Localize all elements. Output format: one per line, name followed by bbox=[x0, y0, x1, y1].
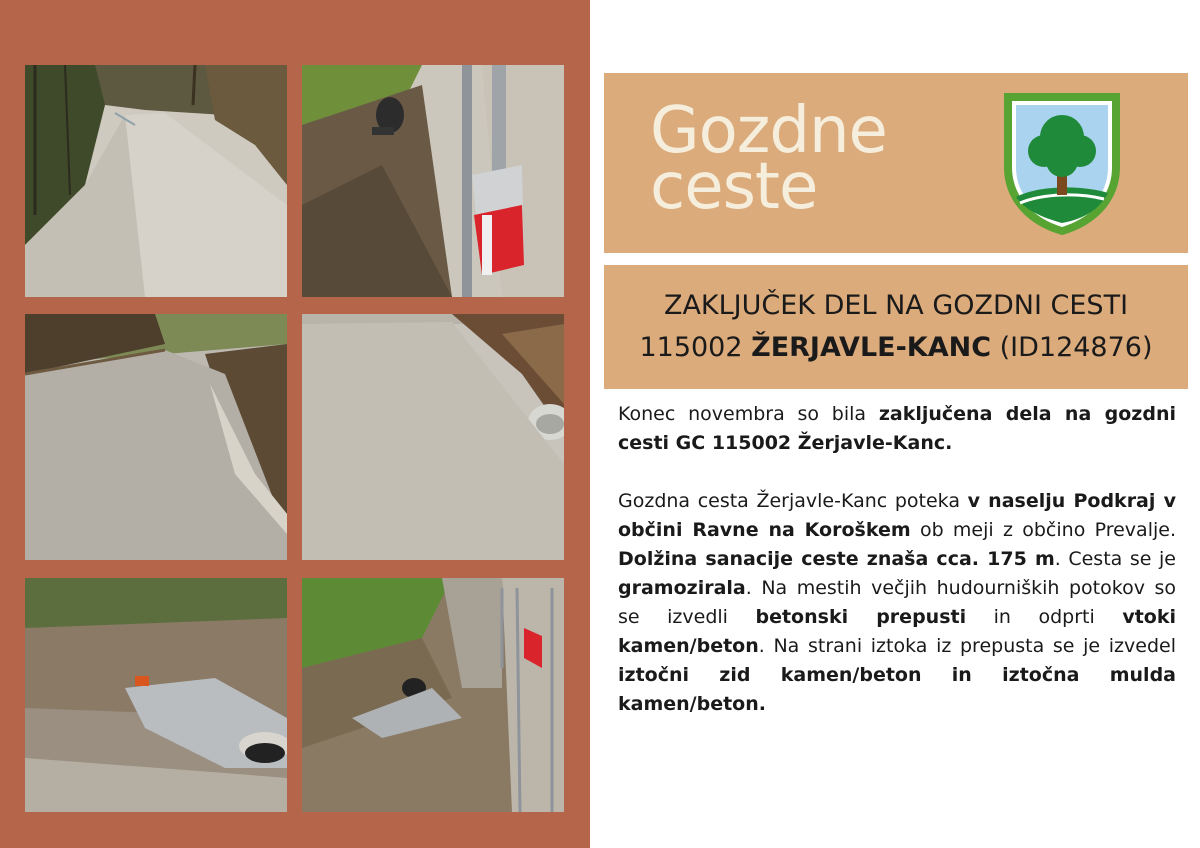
paragraph-details bbox=[618, 487, 1176, 719]
paragraph-intro bbox=[618, 400, 1176, 458]
details-bold-2: Dolžina sanacije ceste znaša cca. 175 m bbox=[618, 548, 1055, 570]
details-bold-6: iztočni zid kamen/beton in iztočna mulda kamen/beton. bbox=[618, 664, 1176, 715]
paragraph-intro-text: Konec novembra so bila bbox=[618, 403, 879, 425]
photo-gravel-road-forest bbox=[25, 65, 287, 297]
photo-guard-rail bbox=[302, 65, 564, 297]
heading-line-1: ZAKLJUČEK DEL NA GOZDNI CESTI bbox=[663, 290, 1129, 321]
title-line-2: ceste bbox=[650, 150, 818, 224]
details-text-3: . Cesta se je bbox=[1054, 548, 1176, 570]
title-line-1: Gozdne bbox=[650, 94, 887, 168]
heading-box bbox=[604, 265, 1188, 389]
paragraph-intro-bold: zaključena dela na gozdni cesti GC 115002 Žerjavle-Kanc. bbox=[618, 403, 1176, 454]
title-box bbox=[604, 73, 1188, 253]
details-bold-4: betonski prepusti bbox=[755, 606, 967, 628]
heading-road-name: ŽERJAVLE-KANC bbox=[751, 332, 992, 363]
details-bold-5: vtoki kamen/beton bbox=[618, 606, 1176, 657]
details-text-1: Gozdna cesta Žerjavle-Kanc poteka bbox=[618, 490, 968, 512]
photo-road-culvert bbox=[302, 314, 564, 560]
heading-road-number: 115002 bbox=[639, 332, 752, 363]
tree-shield-icon bbox=[1000, 89, 1124, 239]
photo-stone-wall-fence bbox=[302, 578, 564, 812]
page-title bbox=[650, 94, 887, 224]
photo-concrete-inlet bbox=[25, 578, 287, 812]
details-text-2: ob meji z občino Prevalje. bbox=[910, 519, 1176, 541]
details-bold-3: gramozirala bbox=[618, 577, 746, 599]
left-panel bbox=[0, 0, 590, 848]
details-text-4: . Na mestih večjih hudourniških potokov so se izvedli bbox=[618, 577, 1176, 628]
details-bold-1: v naselju Podkraj v občini Ravne na Koroškem bbox=[618, 490, 1176, 541]
photo-road-embankment bbox=[25, 314, 287, 560]
body-text bbox=[618, 400, 1176, 719]
details-text-6: . Na strani iztoka iz prepusta se je izvedel bbox=[758, 635, 1176, 657]
heading-line-2 bbox=[604, 327, 1188, 369]
heading-road-id: (ID124876) bbox=[991, 332, 1153, 363]
details-text-5: in odprti bbox=[966, 606, 1123, 628]
